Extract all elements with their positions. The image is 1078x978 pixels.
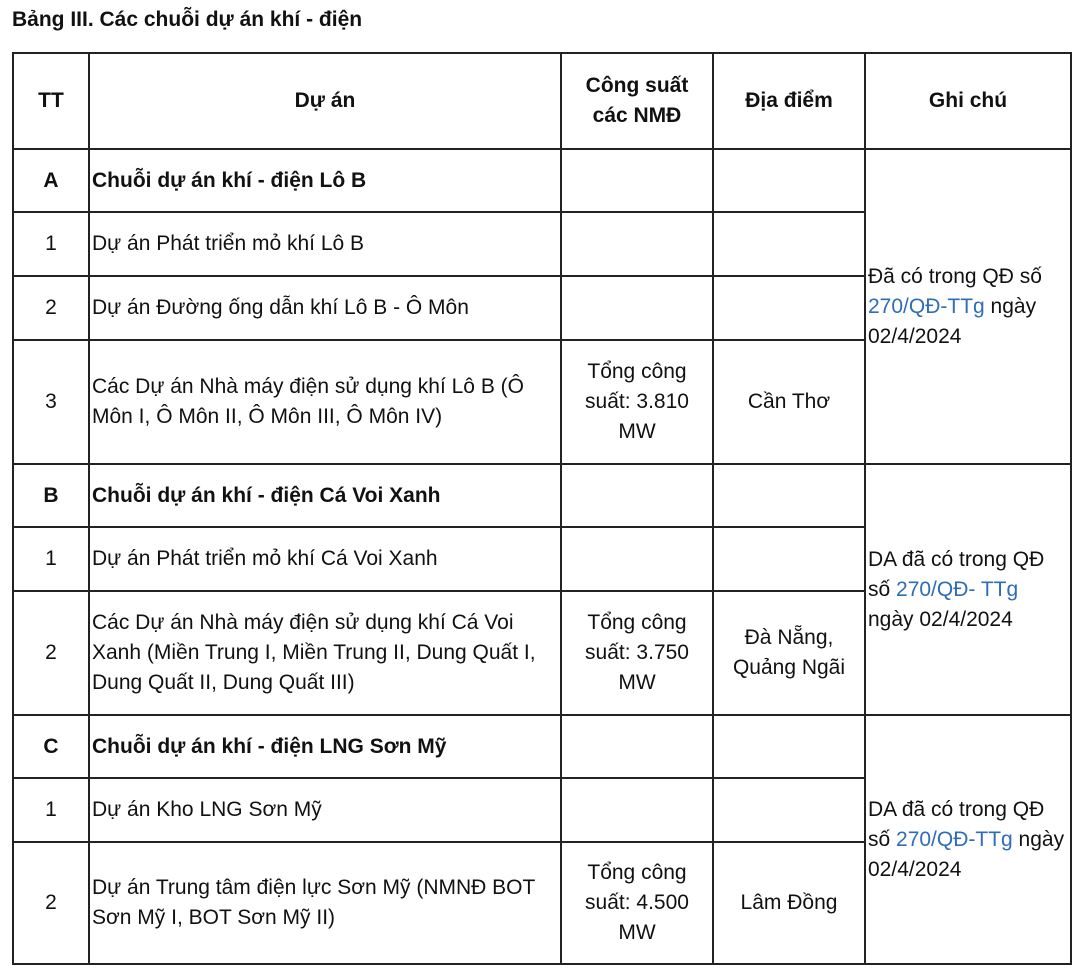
note-date: ngày 02/4/2024 [868,607,1013,631]
note-text: Đã có trong QĐ số [868,264,1042,288]
row-tt: 3 [13,340,89,464]
row-location: Lâm Đồng [713,842,865,964]
row-tt: 1 [13,527,89,591]
row-location [713,527,865,591]
row-location: Cần Thơ [713,340,865,464]
capacity-cell [561,715,713,778]
header-note: Ghi chú [865,53,1071,149]
row-project: Dự án Trung tâm điện lực Sơn Mỹ (NMNĐ BOT Sơn Mỹ I, BOT Sơn Mỹ II) [89,842,561,964]
header-tt: TT [13,53,89,149]
row-tt: 1 [13,212,89,276]
group-row [13,149,1071,212]
group-id: B [13,464,89,527]
row-capacity [561,276,713,340]
location-cell [713,149,865,212]
decision-link[interactable]: 270/QĐ- TTg [896,577,1019,601]
group-row [13,715,1071,778]
location-cell [713,464,865,527]
header-capacity [561,53,713,149]
group-id: C [13,715,89,778]
header-location: Địa điểm [713,53,865,149]
row-project: Dự án Phát triển mỏ khí Cá Voi Xanh [89,527,561,591]
decision-link[interactable]: 270/QĐ-TTg [896,827,1013,851]
note-cell [865,715,1071,964]
capacity-cell [561,464,713,527]
location-cell [713,715,865,778]
decision-link[interactable]: 270/QĐ-TTg [868,294,985,318]
note-cell [865,464,1071,715]
row-tt: 1 [13,778,89,842]
row-project: Dự án Phát triển mỏ khí Lô B [89,212,561,276]
group-name: Chuỗi dự án khí - điện LNG Sơn Mỹ [89,715,561,778]
row-capacity [561,212,713,276]
row-location [713,778,865,842]
group-name: Chuỗi dự án khí - điện Cá Voi Xanh [89,464,561,527]
row-tt: 2 [13,276,89,340]
row-capacity [561,778,713,842]
row-location: Đà Nẵng, Quảng Ngãi [713,591,865,715]
header-capacity-label: Công suất các NMĐ [585,74,689,127]
note-cell [865,149,1071,464]
group-name: Chuỗi dự án khí - điện Lô B [89,149,561,212]
row-capacity: Tổng công suất: 4.500 MW [561,842,713,964]
row-capacity: Tổng công suất: 3.750 MW [561,591,713,715]
note-date: ngày 02/4/2024 [868,294,1037,348]
row-project: Dự án Đường ống dẫn khí Lô B - Ô Môn [89,276,561,340]
row-tt: 2 [13,842,89,964]
group-id: A [13,149,89,212]
group-row [13,464,1071,527]
note-text: DA đã có trong QĐ số [868,797,1045,851]
gas-power-projects-table [12,52,1072,965]
note-text: DA đã có trong QĐ số [868,547,1045,601]
note-date: ngày 02/4/2024 [868,827,1065,881]
row-tt: 2 [13,591,89,715]
row-project: Dự án Kho LNG Sơn Mỹ [89,778,561,842]
row-project: Các Dự án Nhà máy điện sử dụng khí Cá Voi Xanh (Miền Trung I, Miền Trung II, Dung Quất I, Dung Quất II, Dung Quất III) [89,591,561,715]
header-row [13,53,1071,149]
row-location [713,212,865,276]
row-capacity: Tổng công suất: 3.810 MW [561,340,713,464]
row-capacity [561,527,713,591]
header-project: Dự án [89,53,561,149]
capacity-cell [561,149,713,212]
row-location [713,276,865,340]
table-title: Bảng III. Các chuỗi dự án khí - điện [12,8,363,31]
row-project: Các Dự án Nhà máy điện sử dụng khí Lô B (Ô Môn I, Ô Môn II, Ô Môn III, Ô Môn IV) [89,340,561,464]
